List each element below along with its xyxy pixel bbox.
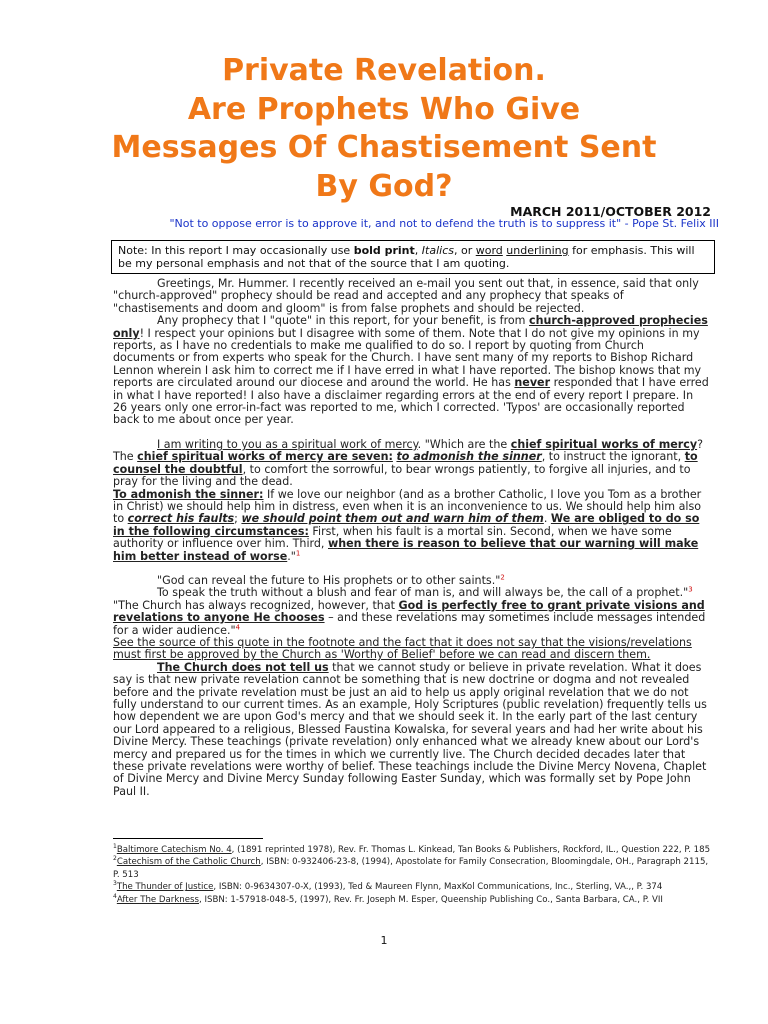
page-number: 1 [380, 934, 388, 947]
paragraph-church-recognized [113, 600, 709, 637]
note-underline-example: word [475, 244, 503, 257]
footnote [113, 894, 713, 906]
emphasis-counsel: to counsel the doubtful [113, 450, 698, 476]
text-run: To speak the truth without a blush and fear of man is, and will always be, the call of a prophet." [157, 586, 689, 600]
footnote-ref[interactable]: 3 [688, 585, 693, 594]
text-run: ? The [113, 437, 703, 464]
text-run: . "Which are the [417, 437, 511, 451]
footnote-ref[interactable]: 2 [500, 573, 505, 582]
note-text: for emphasis. This will be my personal emphasis and not that of the source that I am quoting. [118, 244, 695, 270]
emphasis-correct: correct his faults [127, 512, 235, 526]
footnote-citation: , ISBN: 0-9634307-0-X, (1993), Ted & Maureen Flynn, MaxKol Communications, Inc., Sterling, VA.,, P. 374 [213, 882, 663, 893]
footnote-number: 1 [113, 843, 117, 851]
footnote-number: 2 [113, 855, 117, 863]
text-run: First, when his fault is a mortal sin. Second, when we have some authority or influence over him. Third, [113, 524, 672, 551]
footnote-citation: , (1891 reprinted 1978), Rev. Fr. Thomas L. Kinkead, Tan Books & Publishers, Rockford, IL., Question 222, P. 185 [231, 845, 711, 855]
emphasis-admonish: to admonish the sinner [396, 450, 542, 464]
emphasis-reason: when there is reason to believe that our warning will make him better instead of worse [113, 537, 699, 563]
paragraph-see-source: See the source of this quote in the footnote and the fact that it does not say that the visions/revelations must first be approved by the Church as 'Worthy of Belief' before we can read and discern them. [113, 635, 692, 662]
footnote-source-title: The Thunder of Justice [116, 882, 214, 893]
footnote-separator [113, 838, 263, 839]
footnote-ref[interactable]: 4 [235, 622, 241, 631]
title-line: By God? [315, 168, 453, 204]
document-title [0, 52, 768, 206]
paragraph-approved-prophecies [113, 315, 709, 427]
footnotes [113, 844, 713, 906]
title-line: Messages Of Chastisement Sent [111, 130, 657, 165]
paragraph-greeting: Greetings, Mr. Hummer. I recently received an e-mail you sent out that, in essence, said that only "church-approved" prophecy should be read and accepted and any prophecy that speaks of "chastisements and doom and gloom" is from false prophets and should be rejected. [113, 277, 699, 315]
footnote-source-title: Catechism of the Catholic Church [116, 857, 261, 868]
paragraph-church-does-not-tell [113, 662, 709, 798]
footnote-citation: , ISBN: 1-57918-048-5, (1997), Rev. Fr. Joseph M. Esper, Queenship Publishing Co., Santa Barbara, CA., P. VII [199, 894, 663, 905]
text-run: ; [234, 512, 242, 526]
note-text: , or [453, 244, 476, 257]
emphasis-spiritual-work: I am writing to you as a spiritual work of mercy [157, 437, 418, 451]
emphasis-god-free: God is perfectly free to grant private visions and revelations to anyone He chooses [113, 598, 705, 625]
footnote-source-title: Baltimore Catechism No. 4 [116, 845, 232, 855]
emphasis-heading: The Church does not tell us [157, 660, 329, 674]
text-run: ." [287, 549, 296, 563]
footnote-ref[interactable]: 1 [295, 548, 301, 557]
emphasis-seven: chief spiritual works of mercy are seven: [137, 450, 393, 464]
text-run: Any prophecy that I "quote" in this report, for your benefit, is from [157, 314, 530, 328]
footnote-source-title: After The Darkness [116, 894, 199, 905]
note-italics-example: Italics [421, 244, 454, 257]
note-text: Note: In this report I may occasionally use [118, 244, 354, 257]
note-bold-example: bold print [353, 244, 415, 257]
paragraph-works-of-mercy [113, 439, 709, 489]
emphasis-chief-works: chief spiritual works of mercy [510, 437, 698, 451]
text-run: , to instruct the ignorant, [541, 450, 685, 464]
note-text: , [414, 244, 422, 257]
footnote-citation: , ISBN: 0-932406-23-8, (1994), Apostolate for Family Consecration, Bloomingdale, OH., Paragraph 2115, P. 513 [113, 857, 709, 880]
title-line: Are Prophets Who Give [187, 91, 581, 127]
text-run: If we love our neighbor (and as a brother Catholic, I love you Tom as a brother in Christ) we should help him in distress, even when it is an inconvenience to us. We should help him also to [113, 487, 702, 526]
epigraph-quote: "Not to oppose error is to approve it, and not to defend the truth is to suppress it" - Pope St. Felix III [169, 217, 719, 230]
emphasis-never: never [514, 376, 551, 390]
text-run: – and these revelations may sometimes include messages intended for a wider audience." [113, 611, 706, 637]
footnote-number: 3 [113, 880, 117, 888]
footnote [113, 856, 713, 881]
emphasis-heading: To admonish the sinner: [113, 487, 264, 501]
text-run: "God can reveal the future to His prophets or to other saints." [157, 573, 501, 587]
emphasis-obliged: We are obliged to do so in the following circumstances: [113, 512, 700, 538]
paragraph-admonish [113, 489, 709, 563]
text-run: responded that I have erred in what I have reported! I also have a disclaimer regarding errors at the end of every report I prepare. In 26 years only one error-in-fact was reported to me, which I corrected. 'Typos' are occasionally reported back to me about once per year. [113, 376, 709, 427]
report-body [113, 278, 709, 798]
footnote [113, 881, 713, 893]
text-run: that we cannot study or believe in private revelation. What it does say is that new private revelation cannot be something that is new doctrine or dogma and not revealed before and the private revelation must be just an aid to help us apply original revelation that we do not fully understand to our current times. As an example, Holy Scriptures (public revelation) frequently tells us how dependent we are upon God's mercy and that we should seek it. In the early part of the last century our Lord appeared to a religious, Blessed Faustina Kowalska, for several years and had her write about his Divine Mercy. These teachings (private revelation) only enhanced what we already knew about our Lord's mercy and prepared us for the times in which we currently live. The Church decided decades later that these private revelations were worthy of belief. These teachings include the Divine Mercy Novena, Chaplet of Divine Mercy and Divine Mercy Sunday following Easter Sunday, which was formally set by Pope John Paul II. [113, 660, 707, 798]
text-run: ! I respect your opinions but I disagree with some of them. Note that I do not give my opinions in my reports, as I have no credentials to make me qualified to do so. I report by quoting from Church documents or from experts who speak for the Church. I have sent many of my reports to Bishop Richard Lennon wherein I ask him to correct me if I have erred in what I have reported. The bishop knows that my reports are circulated around our diocese and around the world. He has [113, 326, 702, 390]
report-date: MARCH 2011/OCTOBER 2012 [510, 204, 711, 219]
note-underline-example: underlining [506, 244, 569, 257]
emphasis-note-box [111, 240, 715, 274]
footnote [113, 844, 713, 856]
title-line: Private Revelation. [222, 53, 546, 88]
text-run: , to comfort the sorrowful, to bear wrongs patiently, to forgive all injuries, and to pray for the living and the dead. [113, 462, 691, 489]
emphasis-approved: church-approved prophecies only [113, 314, 708, 340]
emphasis-point-out: we should point them out and warn him of them [241, 512, 544, 526]
footnote-number: 4 [113, 892, 117, 900]
text-run: "The Church has always recognized, however, that [113, 598, 399, 612]
text-run: . [543, 512, 551, 526]
